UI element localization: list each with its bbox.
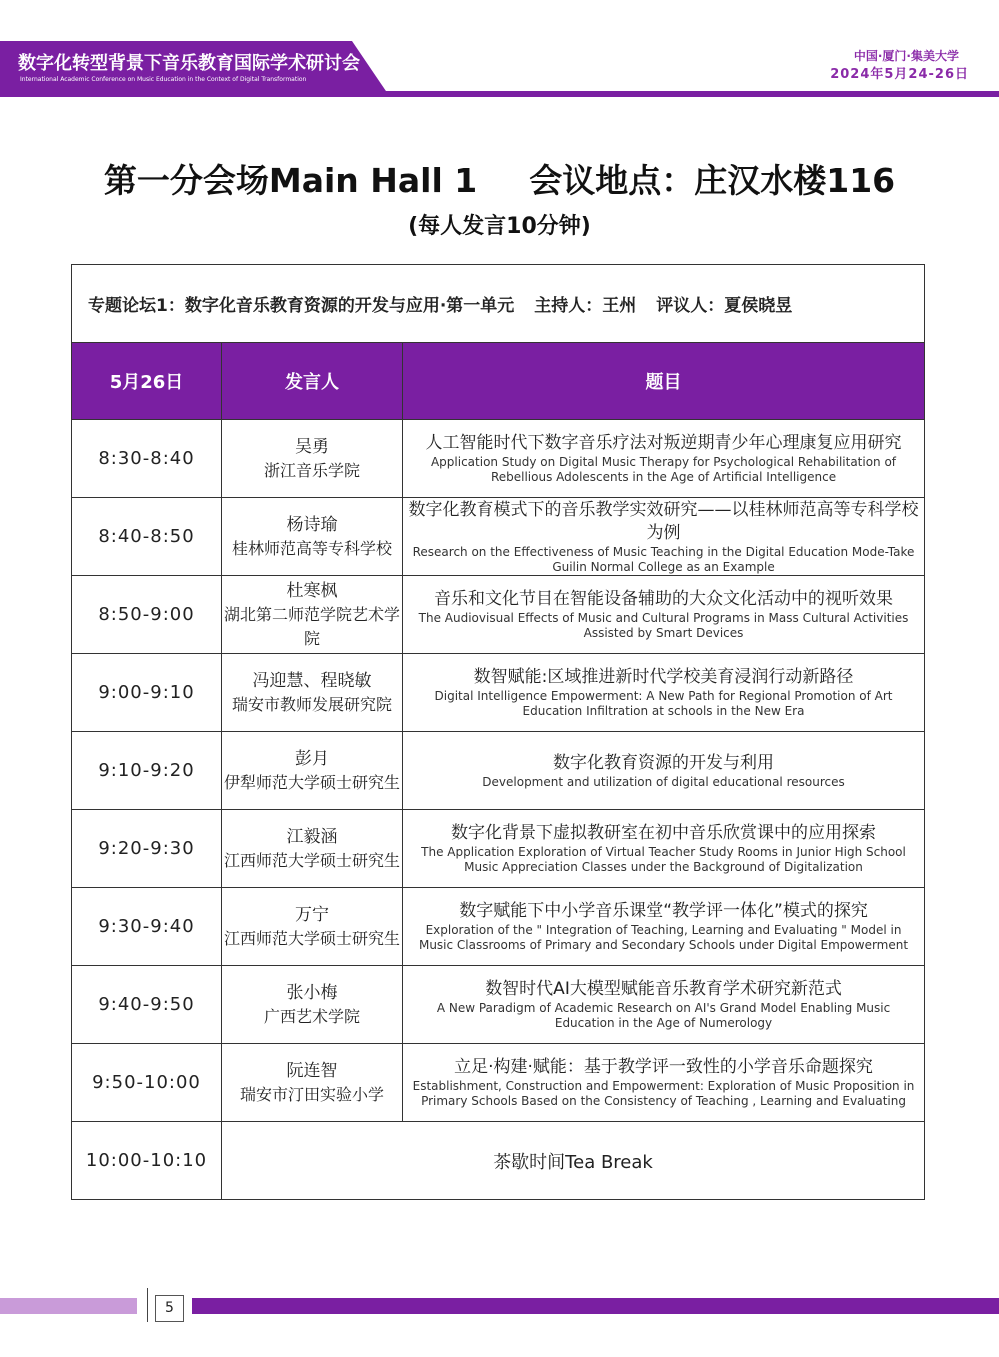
speaker-name: 吴勇	[295, 436, 329, 457]
forum-name: 专题论坛1：数字化音乐教育资源的开发与应用·第一单元	[88, 296, 515, 316]
topic-cell	[403, 732, 925, 810]
topic-title-cn: 数智时代AI大模型赋能音乐教育学术研究新范式	[485, 979, 842, 999]
conference-venue: 中国·厦门·集美大学	[853, 49, 959, 63]
speaker-name: 阮连智	[286, 1060, 338, 1081]
header-speaker: 发言人	[222, 343, 403, 420]
page-number: 5	[155, 1295, 184, 1322]
table-row	[72, 810, 925, 888]
slot-time: 9:00-9:10	[72, 654, 222, 732]
header-topic: 题目	[403, 343, 925, 420]
speaker-name: 张小梅	[286, 982, 338, 1003]
speaker-cell	[222, 420, 403, 498]
topic-cell	[403, 1044, 925, 1122]
header-date: 5月26日	[72, 343, 222, 420]
speaker-affiliation: 浙江音乐学院	[263, 460, 360, 480]
conference-title: 数字化转型背景下音乐教育国际学术研讨会	[18, 53, 360, 74]
topic-title-cn: 数字化背景下虚拟教研室在初中音乐欣赏课中的应用探索	[451, 823, 877, 843]
topic-title-en: Research on the Effectiveness of Music Teaching in the Digital Education Mode-Take Guilin Normal College as an Example	[412, 544, 915, 574]
speaker-name: 万宁	[295, 904, 329, 925]
table-row	[72, 966, 925, 1044]
hall-name: 第一分会场Main Hall 1	[103, 161, 478, 200]
topic-cell	[403, 654, 925, 732]
topic-title-en: A New Paradigm of Academic Research on AI's Grand Model Enabling Music Education in the Age of Numerology	[436, 1001, 891, 1030]
speaker-affiliation: 江西师范大学硕士研究生	[223, 850, 400, 870]
speaker-cell	[222, 810, 403, 888]
slot-time: 9:30-9:40	[72, 888, 222, 966]
table-row	[72, 732, 925, 810]
break-label: 茶歇时间Tea Break	[222, 1122, 925, 1200]
topic-title-en: Application Study on Digital Music Therapy for Psychological Rehabilitation of Rebellious Adolescents in the Age of Artificial Intelligence	[430, 455, 897, 484]
speaker-affiliation: 伊犁师范大学硕士研究生	[223, 772, 400, 792]
hall-location: 会议地点：庄汉水楼116	[529, 161, 896, 200]
slot-time: 9:40-9:50	[72, 966, 222, 1044]
table-header	[72, 343, 925, 420]
topic-title-cn: 数字化教育资源的开发与利用	[553, 752, 775, 773]
topic-title-en: Digital Intelligence Empowerment: A New Path for Regional Promotion of Art Education Infiltration at schools in the New Era	[434, 689, 893, 718]
conference-title-en: International Academic Conference on Music Education in the Context of Digital Transformation	[20, 76, 307, 83]
speaker-cell	[222, 888, 403, 966]
speaker-cell	[222, 1044, 403, 1122]
topic-cell	[403, 420, 925, 498]
table-row	[72, 498, 925, 576]
topic-cell	[403, 966, 925, 1044]
speaker-name: 杜寒枫	[286, 580, 338, 601]
topic-title-cn: 人工智能时代下数字音乐疗法对叛逆期青少年心理康复应用研究	[425, 433, 902, 453]
topic-title-cn: 立足·构建·赋能：基于教学评一致性的小学音乐命题探究	[454, 1057, 873, 1077]
forum-host: 主持人：王州	[534, 296, 637, 316]
forum-info	[72, 265, 925, 343]
topic-title-cn: 数字化教育模式下的音乐教学实效研究——以桂林师范高等专科学校为例	[408, 499, 919, 543]
speaker-affiliation: 桂林师范高等专科学校	[231, 538, 392, 558]
table-row	[72, 888, 925, 966]
footer-divider	[147, 1288, 148, 1322]
header-rule	[0, 91, 999, 97]
footer-bar-left	[0, 1298, 137, 1314]
speaker-name: 杨诗瑜	[286, 514, 338, 535]
slot-time: 8:50-9:00	[72, 576, 222, 654]
schedule-table	[71, 264, 925, 1200]
speaker-name: 江毅涵	[286, 826, 338, 847]
slot-time: 9:20-9:30	[72, 810, 222, 888]
speaker-affiliation: 湖北第二师范学院艺术学院	[223, 604, 400, 648]
speaker-cell	[222, 498, 403, 576]
speaker-name: 冯迎慧、程晓敏	[252, 670, 372, 691]
speaker-cell	[222, 732, 403, 810]
speaker-affiliation: 江西师范大学硕士研究生	[223, 928, 400, 948]
table-row	[72, 1044, 925, 1122]
topic-title-cn: 数智赋能:区域推进新时代学校美育浸润行动新路径	[473, 667, 854, 687]
topic-cell	[403, 810, 925, 888]
slot-time: 9:10-9:20	[72, 732, 222, 810]
topic-title-en: Establishment, Construction and Empowerment: Exploration of Music Proposition in Primary Schools Based on the Consistency of Teaching , Learning and Evaluating	[412, 1079, 915, 1108]
slot-time: 8:30-8:40	[72, 420, 222, 498]
slot-time: 8:40-8:50	[72, 498, 222, 576]
speaking-time-note: (每人发言10分钟)	[408, 214, 591, 239]
topic-title-cn: 数字赋能下中小学音乐课堂“教学评一体化”模式的探究	[459, 901, 868, 921]
table-row	[72, 654, 925, 732]
topic-title-cn: 音乐和文化节目在智能设备辅助的大众文化活动中的视听效果	[434, 589, 894, 609]
tea-break-row	[72, 1122, 925, 1200]
speaker-affiliation: 瑞安市汀田实验小学	[239, 1084, 384, 1104]
speaker-cell	[222, 966, 403, 1044]
topic-title-en: Exploration of the " Integration of Teaching, Learning and Evaluating " Model in Music Classrooms of Primary and Secondary Schools under Digital Empowerment	[418, 923, 909, 952]
forum-row	[72, 265, 925, 343]
speaker-name: 彭月	[295, 748, 329, 769]
forum-reviewer: 评议人：夏侯晓昱	[656, 296, 793, 316]
footer-bar-right	[192, 1298, 999, 1314]
topic-title-en: Development and utilization of digital educational resources	[482, 774, 845, 789]
page-title	[0, 155, 999, 202]
speaker-affiliation: 瑞安市教师发展研究院	[231, 694, 392, 714]
conference-dates: 2024年5月24-26日	[830, 67, 969, 82]
topic-cell	[403, 576, 925, 654]
table-row	[72, 420, 925, 498]
topic-cell	[403, 888, 925, 966]
topic-title-en: The Audiovisual Effects of Music and Cultural Programs in Mass Cultural Activities Assisted by Smart Devices	[418, 611, 909, 640]
topic-title-en: The Application Exploration of Virtual Teacher Study Rooms in Junior High School Music Appreciation Classes under the Background of Digitalization	[421, 845, 906, 874]
speaker-cell	[222, 654, 403, 732]
topic-cell	[403, 498, 925, 576]
table-row	[72, 576, 925, 654]
slot-time: 9:50-10:00	[72, 1044, 222, 1122]
speaker-affiliation: 广西艺术学院	[263, 1006, 360, 1026]
speaker-cell	[222, 576, 403, 654]
break-time: 10:00-10:10	[72, 1122, 222, 1200]
